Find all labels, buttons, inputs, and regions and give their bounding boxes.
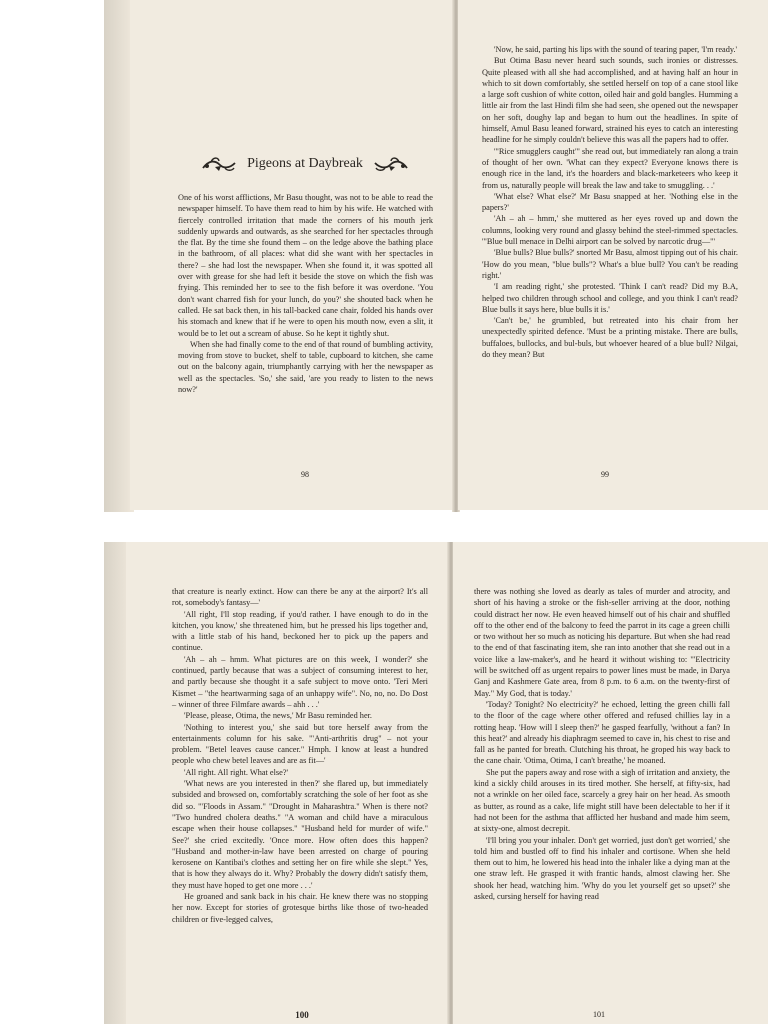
paragraph: 'All right, I'll stop reading, if you'd rather. I have enough to do in the kitchen, you know,' she threatened him, but he pressed his lips together and, with a little stab of his hand, beckoned her to pick up the papers and continue. <box>172 609 428 653</box>
paragraph: 'Ah – ah – hmm,' she muttered as her eyes roved up and down the columns, looking very round and glassy behind the steel-rimmed spectacles. '"Blue bull menace in Delhi airport can be solved by narcotic drug—"' <box>482 214 738 247</box>
paragraph: 'Nothing to interest you,' she said but tore herself away from the entertainments column for his sake. '"Anti-arthritis drug" – not your problem. "Betel leaves cause cancer." Hmph. I know at least a hundred people who chew betel leaves and are as fit—' <box>172 722 428 766</box>
page-number-98: 98 <box>301 470 309 479</box>
paragraph: One of his worst afflictions, Mr Basu thought, was not to be able to read the newspaper himself. To have them read to him by his wife. He watched with fiercely controlled irritation that made the corners of his mouth jerk suddenly upwards and outwards, as she searched for her spectacles through the flat. By the time she found them – on the ledge above the bathing place in the bathroom, of all places: what did she want with her spectacles in there? – she had lost the newspaper. When she found it, it was spotted all over with grease for she had left it beside the stove on which the fish was frying. This reminded her to see to the fish before it was overdone. 'You don't want charred fish for your lunch, do you?' she shouted back when he called. He sat back then, in his tall-backed cane chair, folded his hands over his stomach and knew that if he were to open his mouth now, even a slit, it would be to let out a scream of abuse. So he kept it tightly shut. <box>178 193 433 338</box>
paragraph: there was nothing she loved as dearly as tales of murder and atrocity, and short of his having a stroke or the fish-seller arriving at the door, nothing could distract her now. He even heaved himself out of his chair and shuffled off to the other end of the balcony to feed the parrot in its cage a green chilli or two without her so much as noticing his departure. But when she had read to the end of that fascinating item, she ran into another that she read out in a voice like a law-maker's, and he heard it without wishing to: '"Electricity will be switched off as urgent repairs to power lines must be made, in Darya Ganj and Kashmere Gate area, from 8 p.m. to 6 a.m. on the twenty-first of May." My God, that is today.' <box>474 587 730 698</box>
floral-ornament-right-icon <box>371 156 409 172</box>
bottom-spread <box>0 512 768 1024</box>
page-number-100: 100 <box>295 1010 309 1020</box>
paragraph: 'Blue bulls? Blue bulls?' snorted Mr Basu, almost tipping out of his chair. 'How do you mean, "blue bulls"? What's a blue bull? You can't be reading right.' <box>482 248 738 280</box>
page-101-body <box>474 586 730 902</box>
paragraph: She put the papers away and rose with a sigh of irritation and anxiety, the kind a sickly child arouses in its tired mother. She herself, at fifty-six, had not a wrinkle on her oiled face, scarcely a grey hair on her head. As smooth as butter, as round as a cake, life might still have been delectable to her if it had not been for the asthma that afflicted her husband and made him seem, at sixty-one, almost decrepit. <box>474 767 730 834</box>
paragraph: 'What news are you interested in then?' she flared up, but immediately subsided and browsed on, comfortably scratching the sole of her foot as she did so. '"Floods in Assam." "Drought in Maharashtra." When is there not? "Two hundred cholera deaths." "A woman and child have a miraculous escape when their house collapses." "Husband held for murder of wife." See?' she cried excitedly. 'Once more. How often does this happen? "Husband and mother-in-law have been arrested on charge of pouring kerosene on Kantibai's clothes and setting her on fire while she slept." Yes, that is how they always do it. Why? Probably the dowry didn't satisfy them, they must have hoped to get one more . . .' <box>172 779 428 890</box>
floral-ornament-left-icon <box>201 156 239 172</box>
page-99-body <box>482 44 738 360</box>
paragraph: 'Please, please, Otima, the news,' Mr Basu reminded her. <box>184 711 373 721</box>
page-100-body <box>172 586 428 925</box>
paragraph: '"Rice smugglers caught"' she read out, but immediately ran along a train of thought of her own. 'What can they expect? Everyone knows there is enough rice in the land, it's the hoarders and black-marketeers who keep it from us, naturally people will break the law and take to smuggling. . .' <box>482 146 738 190</box>
paragraph: 'Ah – ah – hmm. What pictures are on this week, I wonder?' she continued, partly because that was a subject of consuming interest to her, and partly because she thought it a safe subject to move onto. 'Teri Meri Kismet – "the heartwarming saga of an unhappy wife". No, no, no. Do Dost – winner of three Filmfare awards – ahh . . .' <box>172 654 428 709</box>
paragraph: He groaned and sank back in his chair. He knew there was no stopping her now. Except for stories of grotesque births like those of two-headed children or five-legged calves, <box>172 892 428 924</box>
paragraph: 'I'll bring you your inhaler. Don't get worried, just don't get worried,' she told him and bustled off to find his inhaler and cortisone. When she held them out to him, he lowered his head into the inhaler like a dying man at the one straw left. He grasped it with frantic hands, almost clawing her. She shook her head, watching him. 'Why do you let yourself get so upset?' she asked, cursing herself for having read <box>474 835 730 902</box>
paragraph: 'What else? What else?' Mr Basu snapped at her. 'Nothing else in the papers?' <box>482 191 738 213</box>
paragraph: 'Today? Tonight? No electricity?' he echoed, letting the green chilli fall to the floor of the cage where other offered and refused chillies lay in a rotting heap. 'How will I sleep then?' he gasped fearfully, 'without a fan? In this heat?' and already his diaphragm seemed to cave in, his chest to rise and fall as he panted for breath. Clutching his throat, he groped his way back to the cane chair. 'Otima, Otima, I can't breathe,' he moaned. <box>474 699 730 766</box>
chapter-heading <box>190 152 420 176</box>
paragraph: 'Can't be,' he grumbled, but retreated into his chair from her unexpectedly spirited defence. 'Must be a printing mistake. There are bulls, buffaloes, bullocks, and bul-buls, but whoever heared of a blue bull? Nilgai, do they mean? But <box>482 316 738 360</box>
paragraph: 'All right. All right. What else?' <box>184 767 288 777</box>
paragraph: 'I am reading right,' she protested. 'Think I can't read? Did my B.A, helped two children through school and college, and you think I can't read? Blue bulls it says here, blue bulls it is.' <box>482 282 738 314</box>
page-number-101: 101 <box>593 1010 605 1019</box>
paragraph: 'Now, he said, parting his lips with the sound of tearing paper, 'I'm ready.' <box>494 45 738 54</box>
page-98-body <box>178 192 433 395</box>
paragraph: But Otima Basu never heard such sounds, such ironies or distresses. Quite pleased with all she had accomplished, and at having half an hour in which to sit down comfortably, she settled herself on top of a cane stool like a large soft cushion of white cotton, oiled hair and gold bangles. Humming a little air from the last Hindi film she had seen, she opened out the newspaper on her soft, doughy lap and began to hum out the headlines. In spite of himself, Amul Basu leaned forward, strained his eyes to catch an interesting headline for he simply couldn't believe this was all the papers had to offer. <box>482 56 738 145</box>
chapter-title: Pigeons at Daybreak <box>247 156 363 171</box>
paragraph: that creature is nearly extinct. How can there be any at the airport? It's all rot, somebody's fantasy—' <box>172 587 428 608</box>
page-number-99: 99 <box>601 470 609 479</box>
paragraph: When she had finally come to the end of that round of bumbling activity, moving from stove to bucket, shelf to table, cupboard to kitchen, she came out on the balcony again, triumphantly carrying with her the newspaper as well as the spectacles. 'So,' she said, 'are you ready to listen to the news now?' <box>178 339 433 395</box>
